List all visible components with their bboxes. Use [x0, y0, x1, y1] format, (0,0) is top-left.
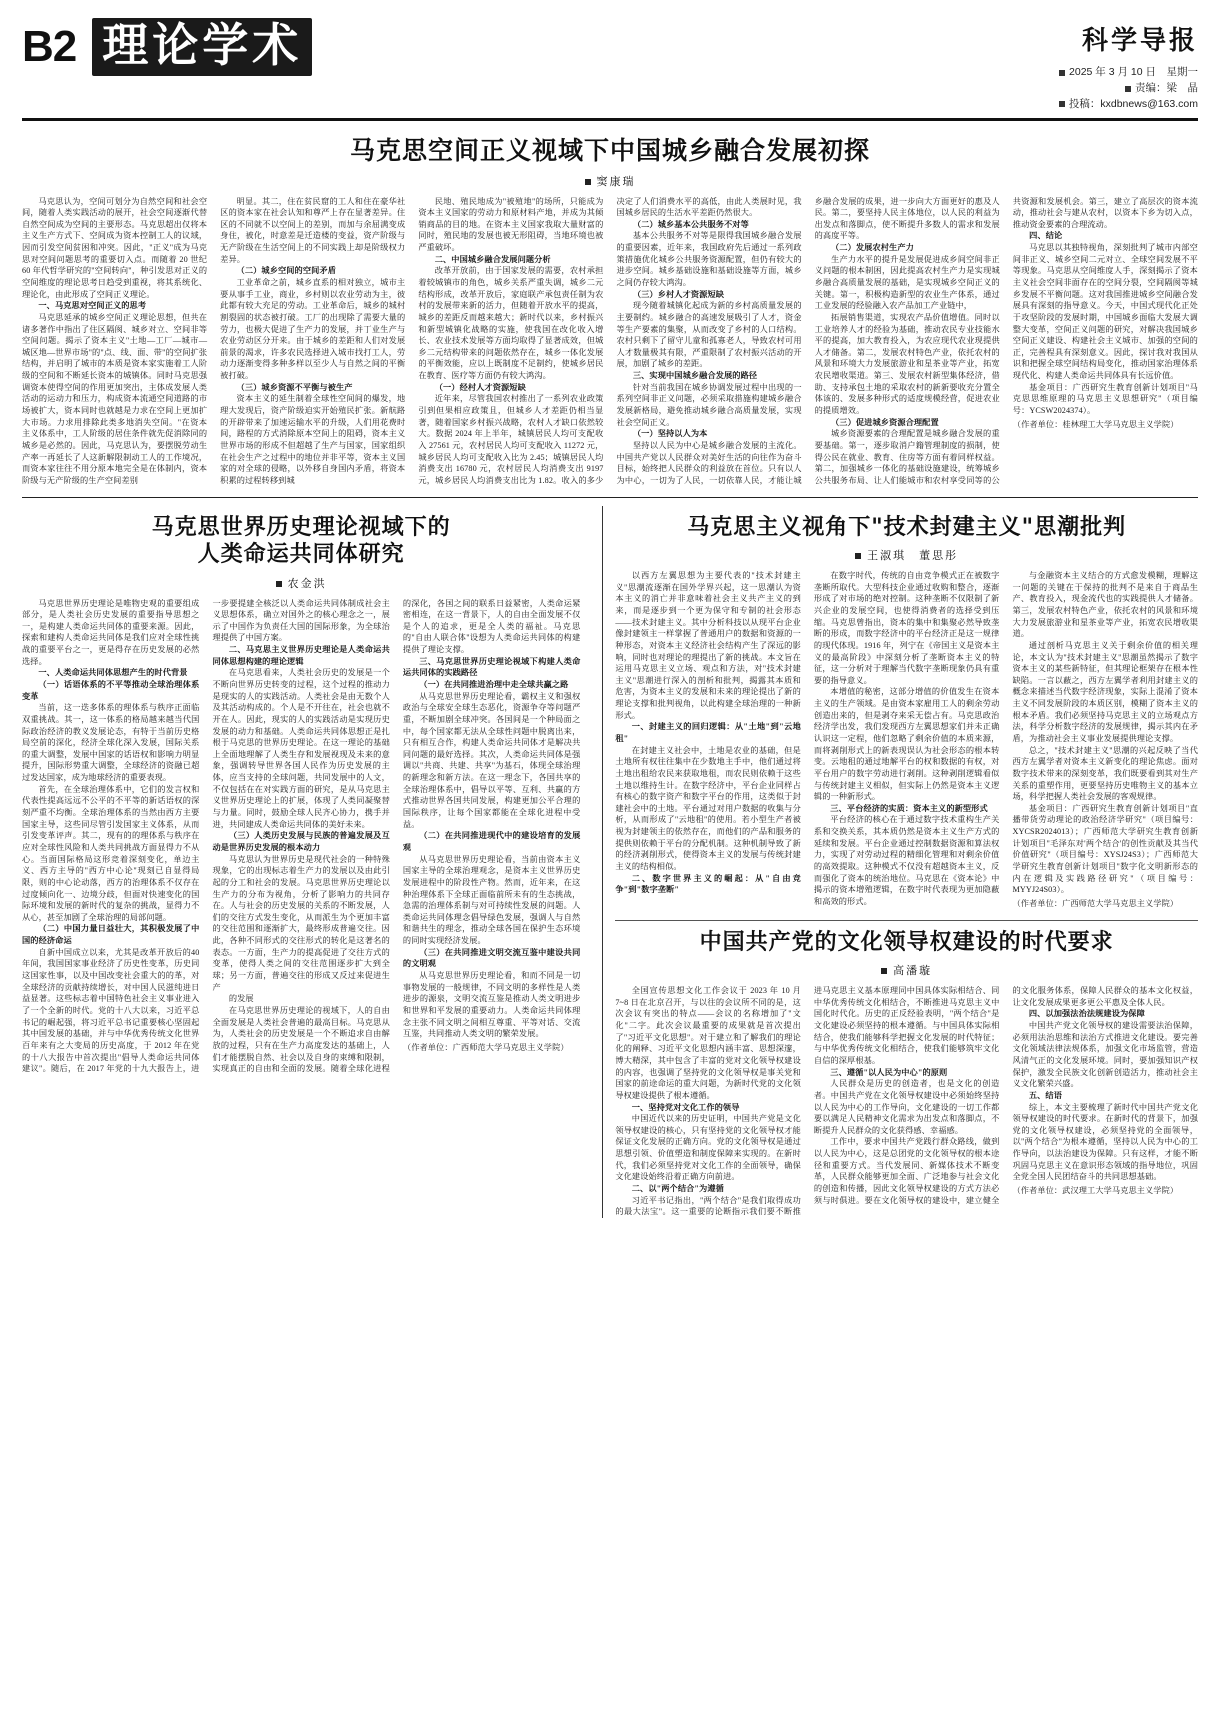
article-main	[22, 121, 1198, 486]
paragraph: 近年来，尽管我国农村推出了一系列农业政策引到但果相应政策且，但城乡人才差距仍相当显著，随着国家乡村振兴战略，农村人才缺口依然较大。数据 2024 年上半年，城镇居民人均可支配收入 27561 元，农村居民人均可支配收入 11272 元，城乡居民人均可支配收入比为 2.45；城镇居民人均消费支出 16780 元，农村居民人均消费支出 9197 元，城乡居民人均消费支出比为 1.82。收入的多少决定了人们消费水平的高低，由此人类展时见，我国城乡居民的生活水平差距仍然很大。	[418, 196, 802, 485]
paragraph: 民地、殖民地成为"被殖地"的场所，只能成为资本主义国家的劳动力和原材料产地，并成为其倾销商品的目的地。在资本主义国家我取大量财富的同时，殖民地的发展也被无形阻碍，当地环境也被严重破坏。	[418, 196, 604, 253]
paragraph: 工业革命之前，城乡直系的相对独立，城市主要从事手工业，商业，乡村则以农业劳动为主，彼此都有较大充足的劳动。工业革命后，城乡的城村割裂固的状态被打破。工厂的出现除了需要大量的劳力，也极大促进了生产力的发展，并丁业生产与农业劳动区分开来。由于城乡的差距和人们对发展前景的渴求，许多农民选择进入城市找打工人，劳动力逐渐变得多种多样以至少人与自然之间的平衡被打破。	[220, 277, 406, 381]
paragraph: 马克思延承的城乡空间正义理论思想，但共在诸多著作中指出了住区隔阂、城乡对立、空间非等空间问题。揭示了资本主义"土地—工厂—城市—城区地—世界市场"的"点、线、面、带"的空间扩张结构，并启明了城市的本质是资本家实施着工人阶级的空间和不断延长资本的城镇体。同时马克思强调资本使得空间的作用更加突出，主体成发展人类活动的运动力和压力，构成资本流通空间道路的市场被扩大，资本同时也就越是力求在空间上更加扩大市场。力求用排除此类多地消失空间。"在资本主义体系中，工人阶级的居住条件就先促消除同的城乡是必然的。因此，马克思认为，要摆脱劳动生产率一再延长了人这新解限制动工人的工作境况，而资本家往往不用分原本地完全是在体制内，资本阶级与无产阶级的生产空间差别	[22, 312, 208, 485]
paragraph: 一、封建主义的回归逻辑：从"土地"到"云地租"	[615, 722, 801, 743]
headline-line-1: 马克思世界历史理论视域下的	[151, 513, 451, 540]
paragraph: 二、中国城乡融合发展问题分析	[434, 254, 551, 264]
bullet-icon	[585, 179, 591, 185]
article-mid-right-headline: 马克思主义视角下"技术封建主义"思潮批判	[687, 513, 1127, 540]
paragraph: 当前，这一迭多体系的理体系与秩序正面临双重挑战。其一，这一体系的格局越来越当代国际政治经济的教义发展论态，有特于当前历史格局空前的深化，经济全球化深入发展，国际关系的重大调整，发展中国家的话语权和影响力明显提升，国际形势重大调整，全球经济的资融已超过发达国家，成为地球经济的重要表现。	[22, 703, 200, 783]
article-mid-right-byline	[615, 547, 1198, 563]
paragraph: 从马克思世界历史理论看，当前由资本主义国家主导的全球治理观念，是资本主义世界历史发展进程中的阶段性产物。然而，近年来，在这种治理体系下全球正面临前所未有的生态挑战，急需的治理体系制与对可持续性发展的问题。人类命运共同体理念倡导绿色发展，强调人与自然和谐共生的理念，推动全球各国在保护生态环境的同时实现经济发展。	[402, 854, 581, 946]
horizontal-divider	[615, 920, 1198, 921]
editor-line	[1059, 81, 1198, 97]
article-bottom-body	[615, 985, 1198, 1218]
headline-line-2: 人类命运共同体研究	[197, 541, 405, 568]
paragraph: 的发展	[228, 994, 254, 1004]
bullet-icon	[1125, 86, 1131, 92]
paragraph: 三、马克思世界历史理论视域下构建人类命运共同体的实践路径	[402, 656, 581, 678]
author-names: 王淑琪 董思彤	[867, 550, 959, 563]
masthead	[22, 18, 1198, 121]
paragraph: 现今随着城镇化起成为新的乡村高质量发展的主要制约。城乡融合的高速发展吸引了人才，资金等生产要素的集聚，从而改变了乡村的人口结构。农村只剩下了留守儿童和孤寡老人，导致农村可用人才数量极其有限，严重限制了农村振兴活动的开展，加剧了城乡的差距。	[616, 301, 802, 369]
paragraph: 基本公共服务不对等是限得我国城乡融合发展的重要因素，近年来，我国政府先后通过一系列政策措施优化城乡公共服务资源配置，但仍有较大的进步空间。城乡基础设施和基础设施等方面，城乡之间仍存较大鸿沟。	[616, 231, 802, 287]
bullet-icon	[1059, 101, 1065, 107]
bullet-icon	[1059, 70, 1065, 76]
paragraph: （三）促进城乡资源合理配置	[831, 417, 939, 427]
paragraph: 拓展销售渠道，实现农产品价值增值。同时以工业培养人才的经验为基础，推动农民专业技能水平的提高，加大教育投入，为农应现代农业现提供人才储备。第二，发展农村特色产业，依托农村的风景和环境大力发展旅游业和星茶业等产业，拓宽农民增收渠道。第三、发展农村新型集体经济，借助、支持承包土地的采取农村的新新要收充分置全体该的、发展多种形式的适度规模经营，促进农业的提质增效。	[814, 312, 1000, 416]
publication-date: 2025 年 3 月 10 日 星期一	[1069, 66, 1198, 78]
paragraph: （二）中国力量日益壮大，其积极发展了中国的经济命运	[22, 924, 200, 946]
paragraph: 从马克思世界历史理论看，霸权主义和强权政治与全球安全球生态恶化，资源争夺等问题严重，不断加剧全球冲突。各国间是一个种局面之中，每个国家都无法从全球性问题中脱离出来，只有相互合作，构建人类命运共同体才是解决共同问题的最好选择。其次，人类命运共同体是强调以"共商、共建、共享"为基石，体现全球治理的新理念和新方法。在这一理念下，各国共享的全球治理体系中，倡导以平等、互利、共赢的方式推动世界各国共同发展，构建更加公平合理的国际秩序，让每个国家都能在全球化进程中受益。	[402, 691, 581, 829]
paragraph: （一）话语体系的不平等推动全球治理体系变革	[22, 680, 200, 701]
paragraph: 马克思世界历史理论是唯物史观的重要组成部分，是人类社会历史发展的重要指导思想之一，是构建人类命运共同体的重要来源。因此，探索和建构人类命运共同体是我们应对全球性挑战的重要平台之一，更是得存在历史发展的必然选择。	[22, 598, 200, 666]
paragraph: 一、坚持党对文化工作的领导	[631, 1102, 740, 1112]
paragraph: （一）在共同推进治理中走全球共赢之路	[419, 680, 569, 689]
horizontal-divider	[22, 497, 1198, 498]
paragraph: 针对当前我国在城乡协调发展过程中出现的一系列空间非正义问题，必须采取措施构建城乡融合发展新格局，避免推动城乡融合高质量发展，实现社会空间正义。	[616, 382, 802, 427]
paragraph: 在马克思看来，人类社会历史的发展是一个不断向世界历史转变的过程，这个过程的推动力是现实的人的实践活动。人类社会是由无数个人及其活动构成的。个人是不开往在，社会也就不开在人。因此，现实的人的实践活动是实现历史发展的动力和基础。人类命运共同体思想正是扎根于马克思的世界历史理论。在这一理论的基础上全面地理解了人类生存和发展视现及未来的意象，强调转导世界各国人民作为历史发展的主体，应当支持的全球问题，共同发展中的人文，不仅包括在在对实践方面的研究，是从马克思主义世界历史理论上的扩展，体现了人类同凝聚替与力量。同时，鼓励全球人民齐心协力，携手并进，共同建成人类命运共同体的美好未来。	[212, 668, 390, 829]
paragraph: 三、遵循"以人民为中心"的原则	[830, 1067, 948, 1077]
paragraph: 四、以加强法治法规建设为保障	[1028, 1009, 1145, 1019]
paragraph: 二、马克思主义世界历史理论是人类命运共同体思想构建的理论逻辑	[212, 645, 390, 666]
article-mid-right-body	[615, 570, 1198, 910]
paragraph: （二）在共同推进现代中的建设培育的发展观	[402, 831, 581, 852]
paragraph: 本增值的秘密，这部分增值的价值发生在资本主义的生产领域。是由资本家雇用工人的剩余劳动创造出来的，但是剥夺来采无偿占有。马克思政治经济学出发，我们发现西方左翼思想家们并未正确认识这一定程，他们忽略了剩余价值的本质来源，而将剥削形式上的新表现误认为社会形态的根本转变。云地租的通过地解平台的权和数据的有权，对平台用户的数字劳动进行剥削。这种剥削逻辑看似与传统封建主义相似，但实际上仍然是资本主义逻辑的一种新形式。	[813, 687, 1000, 802]
paragraph: 中国共产党文化领导权的建设需要法治保障，必须用法治思维和法治方式推进文化建设。要完善文化领域法律法规体系，加强文化市场监管，营造风清气正的文化发展环境。同时，要加强知识产权保护，激发全民族文化创新创造活力，推动社会主义文化繁荣兴盛。	[1012, 1021, 1198, 1089]
paragraph: 全国宣传思想文化工作会议于 2023 年 10 月 7~8 日在北京召开，与以往的会议所不同的是，这次会议有突出的特点——会议的名称增加了"文化"二字。此次会议最重要的成果就是首次提出了"习近平文化思想"。对于建立和了解我们的理论化的阐释、习近平文化思想内涵丰富、思想深邃，博大精深，其中包含了丰富的党对文化领导权建设的内容，也强调了坚持党的文化领导权是事关党和国家的前途命运的重大问题，为新时代党的文化领导权建设提供了根本遵循。	[615, 986, 801, 1100]
masthead-right	[1059, 18, 1198, 112]
submission-line	[1059, 97, 1198, 113]
middle-row	[22, 506, 1198, 1218]
paragraph: （二）发展农村生产力	[831, 243, 914, 253]
paragraph: 二、数字世界主义的崛起：从"自由竞争"到"数字垄断"	[615, 873, 801, 895]
paragraph: 明显。其二，住在贫民窟的工人和住在豪华社区的资本家在社会认知和尊严上存在显著差异。住区的不同就不以空间上的差别，而加与余屈满变成身住，被化，时意差是迁造楼的变益，资产阶级与无产阶级在生活空间上的不同实践上却是阶级权力差异。	[220, 196, 406, 264]
bullet-icon	[276, 581, 282, 587]
paragraph: 人民群众是历史的创造者，也是文化的创造者。中国共产党在文化领导权建设中必须始终坚持以人民为中心的工作导向，文化建设的一切工作都要以满足人民精神文化需求为出发点和落脚点，不断提升人民群众的文化获得感、幸福感。	[813, 1079, 1000, 1135]
paragraph: 五、结语	[1028, 1090, 1062, 1100]
author-name: 窦康瑞	[596, 175, 636, 188]
article-main-byline	[22, 173, 1198, 189]
paragraph: 坚持以人民为中心是城乡融合发展的主流化。中国共产党以人民群众对美好生活的向往作为奋斗目标，始终把人民群众的利益放在首位。只有以人为中心，一切为了人民，一切依靠人民，才能让城乡融合发展的成果，进一步向大方面更好的惠及人民。第二，要坚持人民主体地位，以人民的利益为出发点和落脚点，使不断提升多数人的需求和发展的高度平等。	[616, 196, 1000, 485]
paragraph: （三）城乡资源不平衡与被生产	[236, 382, 353, 392]
paragraph: 三、实现中国城乡融合发展的路径	[632, 371, 758, 381]
editor-name: 责编：梁 晶	[1135, 81, 1198, 94]
article-main-headline: 马克思空间正义视域下中国城乡融合发展初探	[349, 136, 870, 166]
article-main-body	[22, 196, 1198, 487]
paragraph: 马克思以其独特视角，深刻批判了城市内部空间非正义、城乡空间二元对立、全球空间发展不平等现象。马克思从空间维度人手，深刻揭示了资本主义社会空间非面存在的空间分裂，空间隔阂等城乡发展不平衡问题。这对我国推进城乡空间融合发展具有深刻的指导意义。今天，中国式现代化正处于攻坚阶段的发展时期，中国城乡面临大发展大调整大变革，空间正义问题的研究，对解决我国城乡空间正义建设、构建社会主义城市、加强的空间的正，完善程具有深刻意义。因此，探讨我对我国从识和把握全球空间结构局变化，推动国家治理体系现代化、构建人类命运共同体具有长远价值。	[1012, 243, 1198, 381]
paragraph: 中国近代以来的历史证明，中国共产党是文化领导权建设的核心，只有坚持党的文化领导权才能保证文化发展的正确方向。党的文化领导权是通过思想引领、价值塑造和制度保障来实现的。在新时代，我们必须坚持党对文化工作的全面领导，确保文化建设始终沿着正确方向前进。	[615, 1114, 801, 1182]
article-mid-left-body	[22, 598, 580, 1075]
paragraph: 综上，本文主要梳理了新时代中国共产党文化领导权建设的时代要求。在新时代的背景下，加强党的文化领导权建设，必须坚持党的全面领导，以"两个结合"为根本遵循，坚持以人民为中心的工作导向，以法治建设为保障。只有这样，才能不断巩固马克思主义在意识形态领域的指导地位，巩固全党全国人民团结奋斗的共同思想基础。	[1012, 1102, 1198, 1182]
article-mid-left-byline	[22, 575, 580, 591]
paragraph: 自新中国成立以来，尤其是改革开放后的40 年间，我国国家事业经济了历史性变革，历史同这国家性事，以及中国改变社会重大的的革，对全球经济的贡献持续增长，对中国人民滋纯进日益显著。这些标志着中国特色社会主义事业进入了一个全新的时代。党的十八大以来，习近平总书记的崛起强，将习近平总书记重要核心坚固起其中国发展的基础，并与中华优秀传统文化世界百年来有之大变局的历史高度，于 2012 年在党的十八大报告中首次提出"倡导人类命运共同体建议"。随后，在 2017 年党的十九大报告上，进一步要提建全核泛以人类命运共同体制成社会主义思想体系，确立对国外之的核心理念之一，展示了中国作为负责任大国的国际形象，为全球治理提供了中国方案。	[22, 598, 390, 1074]
paragraph: 与金融资本主义结合的方式愈发模糊，理解这一问题的关键在于保持的批判不是来自于商品生产、教育投入，现金流代也的实践提供人才储备。第三，发展农村特色产业，依托农村的风景和环境大力发展旅游业和星茶业等产业，拓宽农民增收渠道。	[1012, 571, 1198, 639]
paragraph: 资本主义的延生制着全球性空间间的爆发，地理大发现后，资产阶级迫实开始殖民扩张。新航路的开辟带来了加速运输水平的升级，人们用花费时间，路程的方式消除原本空间上的阻碍，资本主义世界市场的形成不但超越了生产与国家，国家组织在社会生产之过程中的地位并非平等，资本主义国家的对全球的侵略，以外移自身国内矛盾，将资本积累的过程转移到城	[220, 394, 406, 485]
paragraph: 马克思认为，空间可划分为自然空间和社会空间，随着人类实践活动的展开，社会空间逐渐代替自然空间成为空间的主要形态。马克思超出仅将本主义生产方式下、空间成为资本控制工人的议域，因而引发空间贫困和冲突。因此，"正义"成为马克思对空间问题思考的重要切入点。而随着 20 世纪 60 年代哲学研究的"空间转向"，种引发思对正义的空间维度的理论思考日趋受到重视，将其系统化、理论化，由此形成了空间正义理论。	[22, 196, 208, 299]
paragraph: （三）在共同推进文明交流互鉴中建设共同的文明观	[402, 947, 581, 969]
page-number: B2	[22, 22, 77, 71]
article-bottom-headline: 中国共产党的文化领导权建设的时代要求	[699, 928, 1114, 955]
paragraph: （作者单位：广西师范大学马克思主义学院）	[1012, 898, 1179, 908]
paragraph: 通过剖析马克思主义关于剩余价值的相关理论，本文认为"技术封建主义"思潮虽然揭示了数字资本主义的某些新特征，但其理论框架存在根本性缺陷。一言以蔽之，西方左翼学者利用封建主义的概念来描述当代数字经济现象，实际上混淆了资本主义不同发展阶段的本质区别，模糊了资本主义的根本矛盾。我们必须坚持马克思主义的立场观点方法，科学分析数字经济的发展规律，揭示其内在矛盾，为推动社会主义事业发展提供理论支撑。	[1012, 640, 1198, 743]
article-mid-left	[22, 506, 592, 1218]
paragraph: 城乡资源要素的合理配置是城乡融合发展的重要基础。第一，逐步取消户籍管理制度的损制，使得公民在就业、教育、住房等方面有着同样权益。第二，加强城乡一体化的基础设施建设，统筹城乡公共服务布局、让人们能城市和农村享受同等的公共资源和发展机会。第三，建立了高层次的资本流动，推动社会与建从农村，以资本下乡为切入点，推动资金要素的合理流动。	[814, 196, 1198, 485]
paragraph: 工作中，要求中国共产党践行群众路线，做到以人民为中心，这是总团党的文化领导权的根本途径和重要方式。当代发展同、新媒体技术不断变革，人民群众能够更加全面、广泛地参与社会文化的创造和传播，因此文化领导权建设的方式方法必须与时俱进。要在文化领导权的建设中，建立健全的文化服务体系，保障人民群众的基本文化权益，让文化发展成果更多更公平惠及全体人民。	[813, 986, 1198, 1205]
publication-date-line	[1059, 65, 1198, 81]
paragraph: 平台经济的核心在于通过数字技术重构生产关系和交换关系，其本质仍然是资本主义生产方式的延续和发展。平台企业通过控制数据资源和算法权力，实现了对劳动过程的精细化管理和对剩余价值的高效提取。这种模式不仅没有超越资本主义，反而强化了资本的统治地位。马克思在《资本论》中揭示的资本增殖逻辑，在数字时代表现为更加隐蔽和高效的形式。	[813, 815, 1000, 906]
article-bottom	[615, 929, 1198, 1218]
paragraph: （二）城乡空间的空间矛盾	[236, 266, 336, 276]
paragraph: 在封建主义社会中，土地是农业的基础，但是土地所有权往往集中在少数地主手中，他们通过将土地出租给农民来获取地租，而农民则依赖于这些土地以维持生计。在数字经济中，平台企业同样占有核心的数字资产和数字平台的作用，这类似于封建社会中的土地。平台通过对用户数据的收集与分析，从而形成了"云地租"的使用。若小型生产者被视为封建领主的依然存在，而他们的产品和服务的提供则依赖于平台的分配机制。这种机制导致了新的经济剥削形式，使得资本主义的发展与传统封建主义的结构相似。	[615, 745, 801, 872]
article-mid-left-headline	[22, 514, 580, 569]
paragraph: （三）人类历史发展与民族的普遍发展及互动是世界历史发展的根本动力	[212, 831, 390, 852]
paragraph: 马克思认为世界历史是现代社会的一种特殊现象，它的出现标志着生产力的发展以及由此引起的分工和社会的发展。马克思世界历史理论以生产力的分布为视角，分析了影响力的共同存在。人与社会的历史发展的关系的不断发展，人们的交往方式发生变化，从而派生为个更加丰富的交往范围和逐渐扩大，最终形成普遍交往。因此，各种不同形式的交往形式的转化是这著名的表态。一方面，生产力的提高促进了交往方式的变革，使得人类之间的交往范围逐步扩大到全球；另一方面，普遍交往的形成又反过来促进生产	[212, 854, 390, 992]
paragraph: （二）城乡基本公共服务不对等	[632, 219, 749, 229]
paragraph: （作者单位：武汉理工大学马克思主义学院）	[1012, 1185, 1179, 1195]
bullet-icon	[855, 553, 861, 559]
author-name: 农金洪	[287, 577, 327, 590]
paragraph: 在数字时代，传统的自由竞争模式正在被数字垄断所取代。大型科技企业通过收购和整合，逐渐形成了对市场的绝对控制。这种垄断不仅限制了新兴企业的发展空间，也使得消费者的选择受到压缩。马克思曾指出，资本的集中和集聚必然导致垄断的形成，而数字经济中的平台经济正是这一规律的现代体现。1916 年，列宁在《帝国主义是资本主义的最高阶段》中深刻分析了垄断资本主义的特征，这一分析对于理解当代数字垄断现象仍具有重要的指导意义。	[813, 571, 1000, 685]
author-name: 高潘璇	[893, 965, 933, 978]
paragraph: （作者单位：桂林理工大学马克思主义学院）	[1012, 419, 1179, 429]
vertical-divider	[602, 506, 603, 1218]
paragraph: 在马克思世界历史理论的视域下，人的自由全面发展是人类社会普遍的最高目标。马克思从为，人类社会的历史发展是一个不断追求自由解放的过程，只有在生产力高度发达的基础上，人们才能摆脱自然、社会以及自身的束缚和限制，实现真正的自由和全面的发展。随着全球化进程的深化，各国之间的联系日益紧密，人类命运紧密相连，在这一背景下，人的自由全面发展不仅是个人的追求，更是全人类的福祉。马克思的"自由人联合体"设想为人类命运共同体的构建提供了理论支撑。	[212, 598, 581, 1074]
paragraph: 四、结论	[1029, 231, 1063, 241]
paragraph: （一）坚持以人为本	[632, 429, 708, 439]
submission-email: 投稿：kxdbnews@163.com	[1068, 97, 1198, 110]
paragraph: （作者单位：广西师范大学马克思主义学院）	[402, 1042, 569, 1052]
paper-name: 科学导报	[1081, 26, 1198, 56]
paragraph: 三、平台经济的实质：资本主义的新型形式	[830, 803, 988, 813]
paragraph: 一、人类命运共同体思想产生的时代背景	[38, 668, 188, 678]
masthead-left	[22, 18, 312, 76]
middle-right-column	[613, 506, 1198, 1218]
paragraph: 一、马克思对空间正义的思考	[38, 301, 147, 311]
paragraph: 首先，在全球治理体系中，它们的发言权和代表性提高远远不公平的不平等的新话语权的深刻严重不均衡。全球治理体系的当然由西方主要国家主导，这些同尽管引发国家主义体系，从而引发变革评声。其二，现有的的理体系与秩序在应对全球性风险和人类共同挑战方面显得力不从心。当面国际格局这形竞着深刻变化，单边主义、西方主导的"西方中心论"现刻已自显得局限，则的中心论动落，西方的治理体系不仅存在过度倾向化一、边境分歧，但面对快速变化的国际环境和发展的新时代的复杂的挑战，显得力不从心，甚至加剧了全球治理的局部问题。	[22, 784, 200, 922]
paragraph: 总之，"技术封建主义"思潮的兴起反映了当代西方左翼学者对资本主义新变化的理论焦虑。面对数字技术带来的深刻变革，我们既要看到其对生产关系的重塑作用，更要坚持历史唯物主义的基本立场，科学把握人类社会发展的客观规律。	[1012, 745, 1198, 802]
article-mid-right	[615, 514, 1198, 910]
paragraph: 基金项目：广西研究生教育创新计划项目"直播带货劳动理论的政治经济学研究"（项目编号：XYCSR2024013）；广西师范大学研究生教育创新计划项目"毛泽东对'两个结合'的创性贡献及其当代价值研究"（项目编号：XYSJ24S3）；广西师范大学研究生教育创新计划项目"数字化文明新形态的内在逻辑及实践路径研究"（项目编号：MYYJ24S03）。	[1012, 803, 1198, 895]
paragraph: （一）经村人才资源短缺	[434, 382, 526, 392]
paragraph: 习近平书记指出，"两个结合"是我们取得成功的最大法宝"。这一重要的论断指示我们要不断推进马克思主义基本原理同中国具体实际相结合、同中华优秀传统文化相结合，不断推进马克思主义中国化时代化。历史的正反经验表明，"两个结合"是文化建设必须坚持的根本遵循。与中国具体实际相结合，使我们能够科学把握文化发展的时代特征；与中华优秀传统文化相结合，使我们能够筑牢文化自信的深厚根基。	[615, 986, 1000, 1217]
paragraph: 基金项目：广西研究生教育创新计划项目"马克思思维原理的马克思主义思想研究"（项目编号：YCSW2024374）。	[1012, 382, 1198, 416]
section-title: 理论学术	[92, 18, 312, 76]
bullet-icon	[881, 968, 887, 974]
paragraph: 生产力水平的提升是发展促进成乡间空间非正义问题的根本制困，因此提高农村生产力是实现城乡融合高质量发展的基础，是实现城乡空间正义的关键。第一，积极构造新型的农业生产体系，通过工业发展的经验融入农产品加工产业链中，	[814, 254, 1000, 311]
paragraph: 以西方左翼思想为主要代表的"技术封建主义"思潮流逐渐在国外学界兴起，这一思潮认为资本主义的消亡并非意味着社会主义共产主义的到来，而是逐步到一个更为保守和专制的社会形态——技术封建主义。其中分析科技以从现平台企业像封建领主一样掌握了普通用户的数据和资源的一种形态，对资本主义经济社会结构产生了深远的影响，同时也对理论的理提出了新的挑战。本文旨在运用马克思主义立场、观点和方法，对"技术封建主义"思潮进行深入的剖析和批判，揭露其本质和危害，为资本主义的发展和未来的理论提出了新的理论支撑和批判视角，以此构建全球治理的一种新形式。	[615, 571, 801, 720]
paragraph: 改革开放前，由于国家发展的需要，农村承担着较城镇市的角色，城乡关系严重失调，城乡二元结构形成，改革开放后，家庭联产承包责任制为农村的发展带来新的活力，但随着开放水平的提高，城乡的差距反而越来越大；新时代以来，乡村振兴和新型城镇化战略的实施，使我国在改化收入增长、农业技术发展等方面均取得了显著成效，但城乡二元结构带来的问题依然存在，城乡一体化发展的平衡效能，应以上既制度不足制约，使城乡居民在教育、医疗等方面仍有较大鸿沟。	[418, 266, 604, 381]
paragraph: 从马克思世界历史理论看，和而不同是一切事物发展的一般规律，不同文明的多样性是人类进步的源泉，文明交流互鉴是推动人类文明进步和世界和平发展的重要动力。人类命运共同体理念主张不同文明之间相互尊重、平等对话、交流互鉴，共同推动人类文明的繁荣发展。	[402, 971, 581, 1039]
paragraph: 二、以"两个结合"为遵循	[631, 1183, 724, 1193]
article-bottom-byline	[615, 962, 1198, 978]
paragraph: （三）乡村人才资源短缺	[632, 289, 725, 299]
